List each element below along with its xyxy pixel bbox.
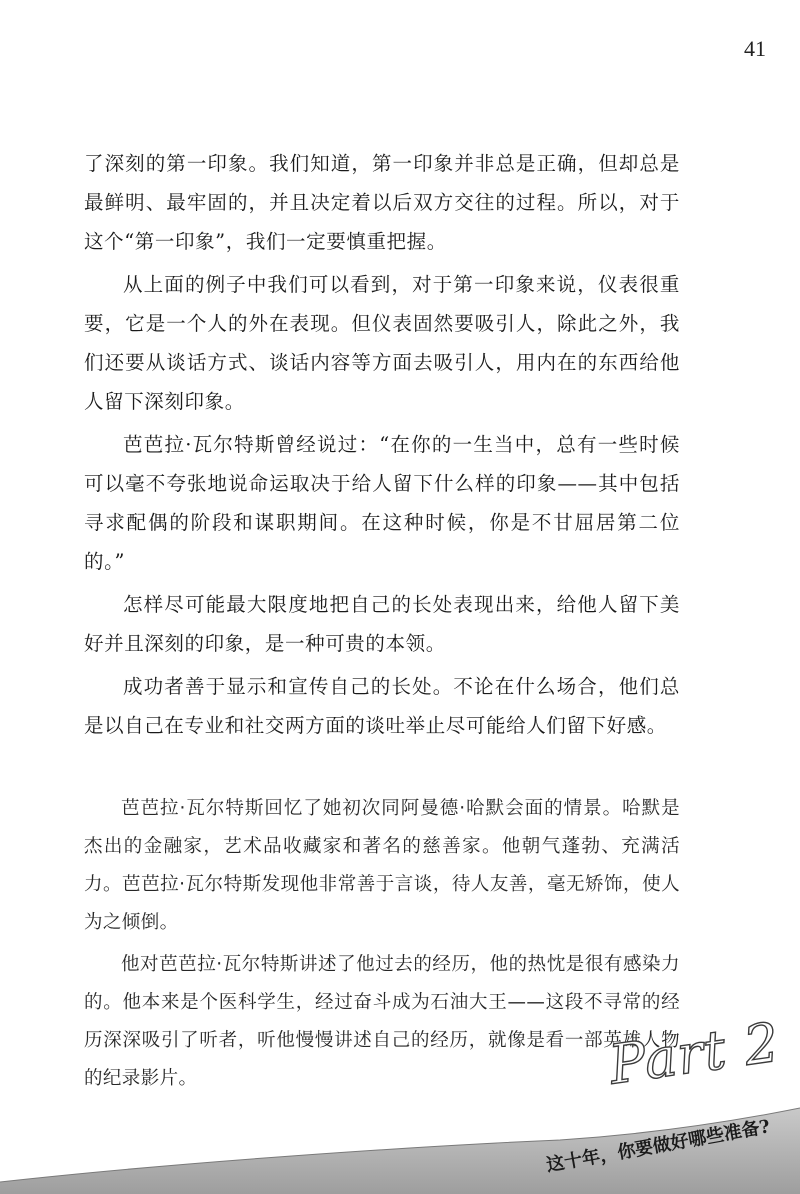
part-subtitle: 这十年，你要做好哪些准备? <box>545 1116 773 1177</box>
story-paragraph: 他对芭芭拉·瓦尔特斯讲述了他过去的经历，他的热忱是很有感染力的。他本来是个医科学生，经过奋斗成为石油大王——这段不寻常的经历深深吸引了听者，听他慢慢讲述自己的经历，就像是看一部英雄人物的纪录影片。 <box>84 954 680 1089</box>
paragraph: 成功者善于显示和宣传自己的长处。不论在什么场合，他们总是以自己在专业和社交两方面的谈吐举止尽可能给人们留下好感。 <box>84 675 680 737</box>
paragraph: 从上面的例子中我们可以看到，对于第一印象来说，仪表很重要，它是一个人的外在表现。但仪表固然要吸引人，除此之外，我们还要从谈话方式、谈话内容等方面去吸引人，用内在的东西给他人留下深刻印象。 <box>84 273 680 413</box>
story-text-block <box>84 790 680 1102</box>
part-label: Part 2 <box>605 1010 784 1097</box>
paragraph: 了深刻的第一印象。我们知道，第一印象并非总是正确，但却总是最鲜明、最牢固的，并且决定着以后双方交往的过程。所以，对于这个“第一印象”，我们一定要慎重把握。 <box>84 152 680 253</box>
main-text-block <box>84 144 680 749</box>
paragraph: 怎样尽可能最大限度地把自己的长处表现出来，给他人留下美好并且深刻的印象，是一种可贵的本领。 <box>84 593 680 655</box>
story-paragraph: 芭芭拉·瓦尔特斯回忆了她初次同阿曼德·哈默会面的情景。哈默是杰出的金融家，艺术品收藏家和著名的慈善家。他朝气蓬勃、充满活力。芭芭拉·瓦尔特斯发现他非常善于言谈，待人友善，毫无矫饰，使人为之倾倒。 <box>84 798 680 933</box>
paragraph: 芭芭拉·瓦尔特斯曾经说过：“在你的一生当中，总有一些时候可以毫不夸张地说命运取决于给人留下什么样的印象——其中包括寻求配偶的阶段和谋职期间。在这种时候，你是不甘屈居第二位的。” <box>84 433 680 573</box>
page-number: 41 <box>744 36 766 61</box>
